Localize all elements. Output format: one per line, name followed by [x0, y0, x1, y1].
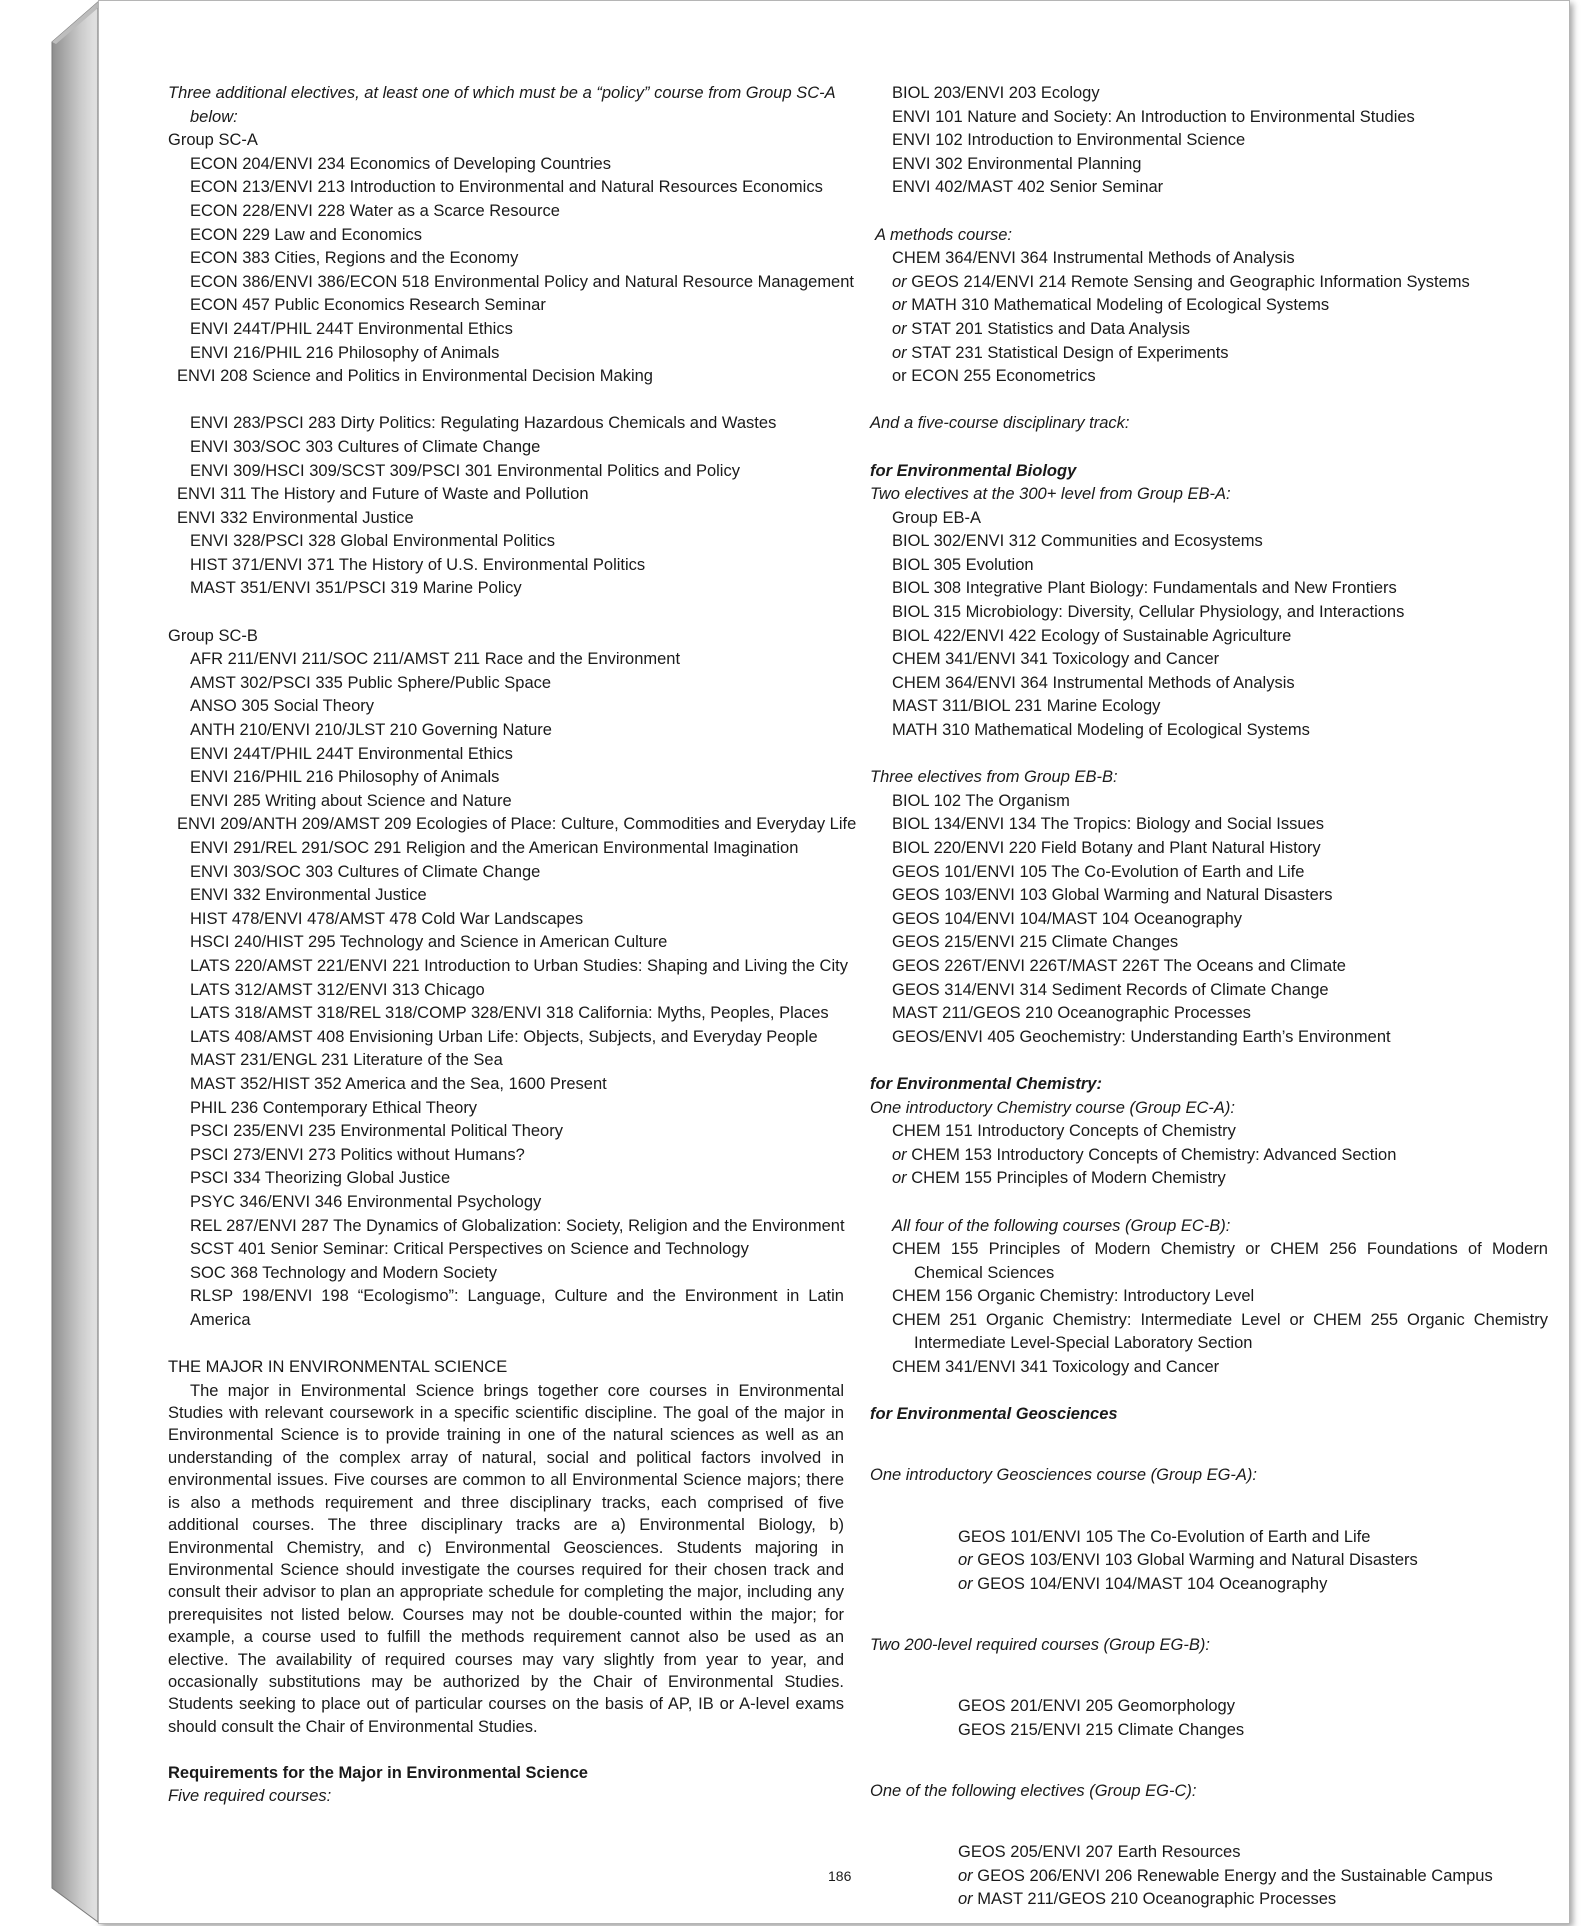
line-text: ECON 386/ENVI 386/ECON 518 Environmental Policy and Natural Resource Management: [190, 272, 854, 291]
text-line: [870, 1167, 1548, 1191]
line-text: GEOS 103/ENVI 103 Global Warming and Natural Disasters: [972, 1551, 1418, 1570]
text-line: [168, 931, 844, 955]
line-text: One of the following electives (Group EG-C):: [870, 1781, 1197, 1800]
line-text: One introductory Chemistry course (Group EC-A):: [870, 1098, 1235, 1117]
text-line: [168, 695, 844, 719]
paragraph: [168, 1380, 844, 1739]
line-text: Five required courses:: [168, 1787, 332, 1806]
text-line: [870, 790, 1548, 814]
line-text: BIOL 305 Evolution: [892, 555, 1034, 574]
text-line: [168, 672, 844, 696]
spacer: [870, 1610, 1548, 1634]
text-line: [870, 1215, 1548, 1239]
line-text: The major in Environmental Science brings together core courses in Environmental Studies with relevant coursework in a specific scientific discipline. The goal of the major in Environmental Science is to provide training in one of the natural sciences as well as an understanding of the complex array of natural, social and political factors involved in environmental issues. Five courses are common to all Environmental Science majors; there is also a methods requirement and three disciplinary tracks, each comprised of five additional courses. The three disciplinary tracks are a) Environmental Biology, b) Environmental Chemistry, and c) Environmental Geosciences. Students majoring in Environmental Science should investigate the courses required for their chosen track and consult their advisor to plan an appropriate schedule for completing the major, including any prerequisites not listed below. Courses may not be double-counted within the major; for example, a course used to fulfill the methods requirement cannot also be used as an elective. The availability of required courses may vary slightly from year to year, and occasionally substitutions may be authorized by the Chair of Environmental Studies. Students seeking to place out of particular courses on the basis of AP, IB or A-level exams should consult the Chair of Environmental Studies.: [168, 1381, 844, 1736]
text-line: [168, 837, 844, 861]
text-line: [168, 1049, 844, 1073]
line-text: GEOS 201/ENVI 205 Geomorphology: [958, 1697, 1235, 1716]
text-line: [870, 672, 1548, 696]
text-line: [870, 601, 1548, 625]
line-text: SOC 368 Technology and Modern Society: [190, 1263, 497, 1282]
line-text: BIOL 308 Integrative Plant Biology: Fundamentals and New Frontiers: [892, 579, 1397, 598]
line-text: Two 200-level required courses (Group EG-B):: [870, 1636, 1210, 1654]
line-text: BIOL 220/ENVI 220 Field Botany and Plant Natural History: [892, 839, 1321, 857]
text-line: [870, 483, 1548, 507]
spacer: [870, 200, 1548, 224]
line-text: Three electives from Group EB-B:: [870, 768, 1118, 787]
line-text: STAT 231 Statistical Design of Experiments: [906, 343, 1229, 362]
line-text: HIST 478/ENVI 478/AMST 478 Cold War Landscapes: [190, 909, 584, 928]
text-line: [870, 837, 1548, 861]
line-text: CHEM 251 Organic Chemistry: Intermediate Level or CHEM 255 Organic Chemistry Intermediate Level-Special Laboratory Section: [892, 1310, 1548, 1353]
text-line: [870, 271, 1548, 295]
line-text: ECON 383 Cities, Regions and the Economy: [190, 249, 519, 268]
text-line: [870, 1865, 1548, 1889]
text-line: [168, 1285, 844, 1332]
line-text: BIOL 134/ENVI 134 The Tropics: Biology and Social Issues: [892, 815, 1324, 834]
or-label: or: [892, 319, 907, 338]
line-text: LATS 408/AMST 408 Envisioning Urban Life: Objects, Subjects, and Everyday People: [190, 1027, 818, 1046]
text-line: [168, 743, 844, 767]
line-text: LATS 312/AMST 312/ENVI 313 Chicago: [190, 980, 485, 999]
or-label: or: [958, 1551, 973, 1570]
line-text: And a five-course disciplinary track:: [870, 414, 1130, 433]
line-text: ENVI 332 Environmental Justice: [177, 508, 414, 527]
line-text: BIOL 203/ENVI 203 Ecology: [892, 84, 1100, 102]
left-column: [168, 82, 857, 1809]
text-line: [168, 790, 844, 814]
text-line: [168, 436, 844, 460]
text-line: [168, 247, 844, 271]
text-line: [168, 1215, 844, 1239]
spacer: [870, 1502, 1548, 1526]
line-text: GEOS 103/ENVI 103 Global Warming and Natural Disasters: [892, 886, 1333, 905]
line-text: RLSP 198/ENVI 198 “Ecologismo”: Language, Culture and the Environment in Latin America: [190, 1287, 844, 1329]
text-line: [168, 294, 844, 318]
text-line: [168, 1120, 844, 1144]
line-text: ANTH 210/ENVI 210/JLST 210 Governing Nature: [190, 721, 552, 740]
line-text: All four of the following courses (Group EC-B):: [892, 1216, 1231, 1235]
line-text: for Environmental Biology: [870, 461, 1077, 480]
text-line: [168, 813, 857, 837]
spacer: [870, 1427, 1548, 1441]
line-text: STAT 201 Statistics and Data Analysis: [906, 319, 1191, 338]
line-text: ENVI 244T/PHIL 244T Environmental Ethics: [190, 319, 513, 338]
text-line: [870, 1356, 1548, 1380]
spacer: [870, 1818, 1548, 1842]
line-text: ANSO 305 Social Theory: [190, 697, 375, 716]
line-text: ECON 229 Law and Economics: [190, 225, 423, 244]
text-line: [168, 908, 844, 932]
text-line: [870, 1695, 1548, 1719]
line-text: AFR 211/ENVI 211/SOC 211/AMST 211 Race and the Environment: [190, 650, 681, 669]
line-text: Group SC-A: [168, 131, 258, 150]
line-text: GEOS 104/ENVI 104/MAST 104 Oceanography: [892, 909, 1243, 928]
line-text: GEOS 101/ENVI 105 The Co-Evolution of Earth and Life: [892, 862, 1305, 881]
text-line: [168, 153, 844, 177]
text-line: [168, 1191, 844, 1215]
text-line: [870, 813, 1548, 837]
line-text: ENVI 328/PSCI 328 Global Environmental Politics: [190, 532, 556, 551]
spacer: [870, 1658, 1548, 1672]
text-line: [870, 412, 1548, 436]
text-line: [870, 1573, 1548, 1597]
page-number: 186: [828, 1868, 852, 1884]
line-text: HSCI 240/HIST 295 Technology and Science in American Culture: [190, 933, 668, 952]
line-text: MAST 352/HIST 352 America and the Sea, 1600 Present: [190, 1074, 607, 1093]
text-line: [870, 884, 1548, 908]
line-text: CHEM 155 Principles of Modern Chemistry or CHEM 256 Foundations of Modern Chemical Sciences: [892, 1240, 1548, 1282]
text-line: [870, 695, 1548, 719]
line-text: LATS 220/AMST 221/ENVI 221 Introduction to Urban Studies: Shaping and Living the City: [190, 956, 848, 975]
section-heading: [870, 1073, 1548, 1097]
line-text: ENVI 311 The History and Future of Waste and Pollution: [177, 485, 589, 504]
line-text: MAST 231/ENGL 231 Literature of the Sea: [190, 1051, 503, 1070]
or-label: or: [958, 1866, 973, 1885]
text-line: [870, 106, 1548, 130]
line-text: below:: [190, 107, 238, 126]
spacer: [870, 1804, 1548, 1818]
text-line: [870, 861, 1548, 885]
text-line: [870, 1634, 1548, 1658]
line-text: ENVI 309/HSCI 309/SCST 309/PSCI 301 Environmental Politics and Policy: [190, 461, 740, 480]
text-line: [870, 1238, 1548, 1285]
line-text: PSCI 235/ENVI 235 Environmental Political Theory: [190, 1122, 563, 1141]
line-text: BIOL 302/ENVI 312 Communities and Ecosystems: [892, 532, 1263, 551]
line-text: BIOL 102 The Organism: [892, 791, 1070, 810]
text-line: [870, 82, 1548, 106]
line-text: MAST 211/GEOS 210 Oceanographic Processes: [972, 1890, 1337, 1909]
line-text: for Environmental Geosciences: [870, 1405, 1118, 1424]
line-text: GEOS 314/ENVI 314 Sediment Records of Climate Change: [892, 980, 1329, 999]
text-line: [168, 1785, 844, 1809]
text-line: [870, 1888, 1548, 1912]
line-text: CHEM 364/ENVI 364 Instrumental Methods of Analysis: [892, 673, 1295, 692]
line-text: CHEM 364/ENVI 364 Instrumental Methods of Analysis: [892, 249, 1295, 268]
text-line: [168, 577, 844, 601]
line-text: ENVI 101 Nature and Society: An Introduction to Environmental Studies: [892, 107, 1415, 126]
text-line: [870, 294, 1548, 318]
spacer: [870, 743, 1548, 767]
text-line: [870, 577, 1548, 601]
text-line: [168, 1097, 844, 1121]
section-heading: [870, 1403, 1548, 1427]
text-line: [870, 625, 1548, 649]
book-spine: [0, 0, 100, 1926]
line-text: MATH 310 Mathematical Modeling of Ecological Systems: [906, 296, 1330, 315]
text-line: [870, 507, 1548, 531]
text-line: [168, 106, 844, 130]
text-line: [168, 625, 844, 649]
line-text: THE MAJOR IN ENVIRONMENTAL SCIENCE: [168, 1358, 508, 1377]
text-line: [870, 1309, 1548, 1356]
text-line: [168, 955, 848, 979]
line-text: MAST 351/ENVI 351/PSCI 319 Marine Policy: [190, 579, 522, 598]
text-line: [168, 1356, 844, 1380]
line-text: GEOS 215/ENVI 215 Climate Changes: [958, 1720, 1245, 1739]
line-text: ENVI 402/MAST 402 Senior Seminar: [892, 178, 1164, 197]
text-line: [870, 1841, 1548, 1865]
text-line: [870, 1026, 1548, 1050]
text-line: [870, 1285, 1548, 1309]
text-line: [168, 200, 844, 224]
line-text: MAST 311/BIOL 231 Marine Ecology: [892, 697, 1161, 716]
or-label: or: [958, 1574, 973, 1593]
line-text: Three additional electives, at least one of which must be a “policy” course from Group SC-A: [168, 84, 836, 102]
line-text: ENVI 209/ANTH 209/AMST 209 Ecologies of Place: Culture, Commodities and Everyday Life: [177, 815, 857, 834]
text-line: [870, 129, 1548, 153]
spacer: [870, 1488, 1548, 1502]
text-line: [870, 247, 1548, 271]
spacer: [870, 1191, 1548, 1215]
text-line: [168, 1144, 844, 1168]
text-line: [870, 648, 1548, 672]
text-line: [870, 224, 1548, 248]
text-line: [870, 530, 1548, 554]
text-line: [168, 342, 844, 366]
spacer: [870, 1672, 1548, 1696]
spacer: [870, 1596, 1548, 1610]
text-line: [870, 176, 1548, 200]
text-line: [168, 365, 844, 389]
or-label: or: [958, 1890, 973, 1909]
text-line: [168, 554, 844, 578]
line-text: ENVI 285 Writing about Science and Nature: [190, 791, 512, 810]
text-line: [168, 129, 844, 153]
text-line: [168, 1073, 844, 1097]
or-label: or: [892, 296, 907, 315]
or-label: or: [892, 272, 907, 291]
spacer: [870, 1742, 1548, 1756]
text-line: [168, 719, 844, 743]
section-heading: [870, 460, 1548, 484]
line-text: ENVI 303/SOC 303 Cultures of Climate Change: [190, 437, 541, 456]
line-text: CHEM 156 Organic Chemistry: Introductory Level: [892, 1287, 1255, 1306]
text-line: [870, 1719, 1548, 1743]
text-line: [870, 908, 1548, 932]
spacer: [870, 436, 1548, 460]
line-text: PHIL 236 Contemporary Ethical Theory: [190, 1098, 478, 1117]
spacer: [168, 389, 844, 413]
line-text: ENVI 303/SOC 303 Cultures of Climate Change: [190, 862, 541, 881]
text-line: [168, 979, 844, 1003]
line-text: CHEM 153 Introductory Concepts of Chemistry: Advanced Section: [906, 1145, 1397, 1164]
line-text: CHEM 155 Principles of Modern Chemistry: [906, 1169, 1226, 1188]
text-line: [168, 884, 844, 908]
text-line: [168, 1238, 844, 1262]
line-text: ENVI 102 Introduction to Environmental Science: [892, 131, 1246, 150]
line-text: ENVI 283/PSCI 283 Dirty Politics: Regulating Hazardous Chemicals and Wastes: [190, 414, 777, 433]
text-line: [168, 483, 844, 507]
text-line: [870, 153, 1548, 177]
line-text: GEOS 104/ENVI 104/MAST 104 Oceanography: [972, 1574, 1328, 1593]
text-line: [870, 1120, 1548, 1144]
line-text: BIOL 315 Microbiology: Diversity, Cellular Physiology, and Interactions: [892, 603, 1405, 622]
line-text: A methods course:: [875, 225, 1012, 244]
line-text: ENVI 291/REL 291/SOC 291 Religion and the American Environmental Imagination: [190, 839, 799, 857]
line-text: LATS 318/AMST 318/REL 318/COMP 328/ENVI 318 California: Myths, Peoples, Places: [190, 1004, 829, 1023]
line-text: GEOS/ENVI 405 Geochemistry: Understanding Earth’s Environment: [892, 1027, 1391, 1046]
line-text: or ECON 255 Econometrics: [892, 367, 1096, 386]
text-line: [870, 1144, 1548, 1168]
line-text: Two electives at the 300+ level from Group EB-A:: [870, 485, 1231, 504]
text-line: [870, 1097, 1548, 1121]
text-line: [168, 861, 844, 885]
text-line: [168, 224, 844, 248]
text-line: [168, 271, 854, 295]
text-line: [168, 460, 844, 484]
line-text: GEOS 206/ENVI 206 Renewable Energy and the Sustainable Campus: [972, 1866, 1493, 1885]
text-line: [168, 507, 844, 531]
right-column: [870, 82, 1548, 1912]
text-line: [168, 766, 844, 790]
line-text: Group EB-A: [892, 508, 981, 527]
or-label: or: [892, 1145, 907, 1164]
line-text: GEOS 205/ENVI 207 Earth Resources: [958, 1843, 1241, 1862]
line-text: HIST 371/ENVI 371 The History of U.S. Environmental Politics: [190, 555, 646, 574]
line-text: ENVI 244T/PHIL 244T Environmental Ethics: [190, 744, 513, 763]
text-line: [870, 719, 1548, 743]
text-line: [870, 766, 1548, 790]
text-line: [870, 1549, 1548, 1573]
spacer: [870, 1441, 1548, 1465]
text-line: [168, 82, 844, 106]
text-line: [870, 554, 1548, 578]
text-line: [168, 176, 844, 200]
text-line: [168, 412, 844, 436]
line-text: CHEM 151 Introductory Concepts of Chemistry: [892, 1122, 1236, 1141]
spacer: [168, 1332, 844, 1356]
line-text: ENVI 216/PHIL 216 Philosophy of Animals: [190, 768, 500, 787]
text-line: [870, 318, 1548, 342]
text-line: [870, 1526, 1548, 1550]
spacer: [168, 601, 844, 625]
section-heading: [168, 1762, 844, 1786]
line-text: MAST 211/GEOS 210 Oceanographic Processes: [892, 1004, 1251, 1023]
line-text: CHEM 341/ENVI 341 Toxicology and Cancer: [892, 1358, 1220, 1377]
text-line: [870, 931, 1548, 955]
line-text: One introductory Geosciences course (Group EG-A):: [870, 1466, 1257, 1485]
text-line: [870, 1780, 1548, 1804]
line-text: ECON 228/ENVI 228 Water as a Scarce Resource: [190, 201, 560, 220]
spacer: [870, 1380, 1548, 1404]
text-line: [168, 1262, 844, 1286]
text-line: [870, 365, 1548, 389]
line-text: AMST 302/PSCI 335 Public Sphere/Public Space: [190, 673, 552, 692]
text-line: [168, 318, 844, 342]
spacer: [870, 1049, 1548, 1073]
line-text: GEOS 101/ENVI 105 The Co-Evolution of Earth and Life: [958, 1527, 1371, 1546]
line-text: Group SC-B: [168, 626, 258, 645]
text-line: [168, 648, 844, 672]
line-text: GEOS 226T/ENVI 226T/MAST 226T The Oceans and Climate: [892, 956, 1346, 975]
text-line: [870, 979, 1548, 1003]
line-text: ECON 457 Public Economics Research Seminar: [190, 296, 546, 315]
text-line: [168, 1026, 844, 1050]
line-text: ENVI 332 Environmental Justice: [190, 886, 427, 905]
text-line: [870, 1464, 1548, 1488]
line-text: ENVI 208 Science and Politics in Environmental Decision Making: [177, 367, 653, 386]
line-text: GEOS 214/ENVI 214 Remote Sensing and Geographic Information Systems: [906, 272, 1470, 291]
text-line: [168, 1167, 844, 1191]
or-label: or: [892, 343, 907, 362]
text-line: [168, 530, 844, 554]
line-text: ECON 213/ENVI 213 Introduction to Environmental and Natural Resources Economics: [190, 178, 823, 197]
spacer: [870, 389, 1548, 413]
text-line: [870, 955, 1548, 979]
text-line: [870, 1002, 1548, 1026]
line-text: REL 287/ENVI 287 The Dynamics of Globalization: Society, Religion and the Environment: [190, 1216, 845, 1235]
line-text: GEOS 215/ENVI 215 Climate Changes: [892, 933, 1179, 952]
or-label: or: [892, 1169, 907, 1188]
line-text: BIOL 422/ENVI 422 Ecology of Sustainable Agriculture: [892, 626, 1292, 645]
spacer: [870, 1756, 1548, 1780]
text-line: [870, 342, 1548, 366]
line-text: PSCI 334 Theorizing Global Justice: [190, 1169, 451, 1188]
line-text: ENVI 302 Environmental Planning: [892, 154, 1142, 173]
text-line: [168, 1002, 844, 1026]
line-text: PSCI 273/ENVI 273 Politics without Humans?: [190, 1145, 525, 1164]
line-text: MATH 310 Mathematical Modeling of Ecological Systems: [892, 721, 1310, 740]
line-text: PSYC 346/ENVI 346 Environmental Psychology: [190, 1192, 542, 1211]
spacer: [168, 1738, 844, 1762]
line-text: Requirements for the Major in Environmental Science: [168, 1763, 588, 1782]
line-text: CHEM 341/ENVI 341 Toxicology and Cancer: [892, 650, 1220, 669]
line-text: ECON 204/ENVI 234 Economics of Developing Countries: [190, 154, 611, 173]
line-text: SCST 401 Senior Seminar: Critical Perspectives on Science and Technology: [190, 1240, 749, 1259]
line-text: for Environmental Chemistry:: [870, 1074, 1102, 1093]
line-text: ENVI 216/PHIL 216 Philosophy of Animals: [190, 343, 500, 362]
